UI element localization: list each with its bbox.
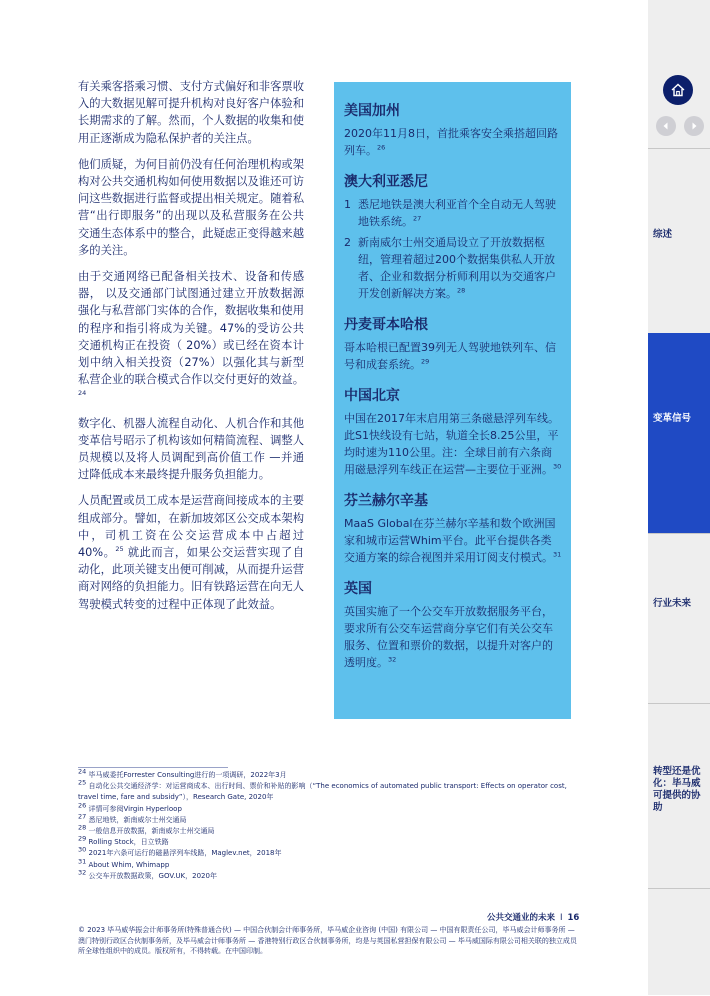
footnote-ref[interactable]: 26 bbox=[377, 143, 386, 152]
sidebar-item-overview[interactable]: 综述 bbox=[648, 148, 710, 334]
footnote-item: $^{31}$ About Whim, Whimapp bbox=[78, 857, 170, 869]
footnote-ref[interactable]: 24 bbox=[78, 389, 87, 398]
footnote-item: $^{24}$ 毕马威委托Forrester Consulting进行的一项调研，2022年3月 bbox=[78, 767, 287, 779]
page-footer-label bbox=[487, 911, 579, 923]
case-heading-denmark: 丹麦哥本哈根 bbox=[344, 317, 428, 333]
case-heading-usa: 美国加州 bbox=[344, 103, 400, 119]
home-icon bbox=[670, 82, 686, 98]
previous-page-button[interactable] bbox=[656, 116, 676, 136]
arrow-right-icon bbox=[689, 121, 699, 131]
footnote-ref[interactable]: 30 bbox=[553, 462, 562, 471]
page-number: 16 bbox=[567, 913, 580, 923]
footnote-ref[interactable]: 31 bbox=[553, 550, 562, 559]
case-text-uk: 英国实施了一个公交车开放数据服务平台，要求所有公交车运营商分享它们有关公交车服务、位置和票价的数据，以提升对客户的透明度。$^{32}$ bbox=[344, 605, 553, 669]
footnote-item: $^{25}$ 自动化公共交通经济学：对运营商成本、出行时间、票价和补贴的影响（“The economics of automated public transport: Effects on operator cost, travel time, fare and subsidy”），Research Gate, 2020年 bbox=[78, 778, 567, 802]
case-text-usa: 2020年11月8日，首批乘客安全乘搭超回路列车。$^{26}$ bbox=[344, 127, 558, 157]
footnote-ref[interactable]: 29 bbox=[421, 357, 430, 366]
case-heading-china: 中国北京 bbox=[344, 388, 400, 404]
case-text-china: 中国在2017年末启用第三条磁悬浮列车线。此S1快线设有七站，轨道全长8.25公里，平均时速为110公里。注：全球目前有六条商用磁悬浮列车线正在运营—主要位于亚洲。$^{30}$ bbox=[344, 412, 562, 476]
footnote-item: $^{27}$ 悉尼地铁，新南威尔士州交通局 bbox=[78, 812, 187, 824]
footnote-item: $^{28}$ 一般信息开放数据，新南威尔士州交通局 bbox=[78, 823, 215, 836]
footnotes bbox=[78, 767, 578, 882]
footnote-item: $^{30}$ 2021年六条可运行的磁悬浮列车线路，Maglev.net，2018年 bbox=[78, 846, 282, 858]
case-heading-finland: 芬兰赫尔辛基 bbox=[344, 493, 428, 509]
paragraph-1: 有关乘客搭乘习惯、支付方式偏好和非客票收入的大数据见解可提升机构对良好客户体验和长期需求的了解。然而，个人数据的收集和使用正逐渐成为隐私保护者的关注点。 bbox=[78, 80, 304, 145]
case-list-australia bbox=[344, 196, 562, 302]
navigation-sidebar bbox=[648, 0, 710, 995]
footnote-divider bbox=[78, 767, 228, 768]
list-item: 1 悉尼地铁是澳大利亚首个全自动无人驾驶地铁系统。$^{27}$ bbox=[344, 198, 556, 228]
list-item: 2 新南威尔士州交通局设立了开放数据枢纽，管理着超过200个数据集供私人开放者、企业和数据分析师利用以为交通客户开发创新解决方案。$^{28}$ bbox=[344, 236, 556, 300]
sidebar-bottom-divider bbox=[648, 888, 710, 996]
main-text-column bbox=[78, 78, 304, 622]
case-text-denmark: 哥本哈根已配置39列无人驾驶地铁列车、信号和成套系统。$^{29}$ bbox=[344, 341, 556, 371]
footnote-item: $^{29}$ Rolling Stock，日立铁路 bbox=[78, 834, 169, 847]
footnote-ref[interactable]: 25 bbox=[115, 545, 124, 554]
footnote-ref[interactable]: 27 bbox=[413, 214, 422, 223]
arrow-left-icon bbox=[661, 121, 671, 131]
footnote-item: $^{32}$ 公交车开放数据政策，GOV.UK，2020年 bbox=[78, 868, 217, 880]
footer-separator: I bbox=[559, 913, 563, 923]
case-heading-australia: 澳大利亚悉尼 bbox=[344, 174, 428, 190]
case-text-finland: MaaS Global在芬兰赫尔辛基和数个欧洲国家和城市运营Whim平台。此平台提供各类交通方案的综合视图并采用订阅支付模式。$^{31}$ bbox=[344, 517, 562, 564]
paragraph-4: 数字化、机器人流程自动化、人机合作和其他变革信号昭示了机构该如何精简流程、调整人员规模以及将人员调配到高价值工作 —并通过降低成本来最终提升服务负担能力。 bbox=[78, 416, 304, 482]
next-page-button[interactable] bbox=[684, 116, 704, 136]
paragraph-5: 人员配置或员工成本是运营商间接成本的主要组成部分。譬如，在新加坡郊区公交成本架构中，司机工资在公交运营成本中占超过40%。$^{25}$ 就此而言，如果公交运营实现了自动化，此项关键支出便可削减，从而提升运营商对网络的负担能力。旧有铁路运营在向无人驾驶模式转变的过程中正体现了此效益。 bbox=[78, 494, 305, 611]
sidebar-item-change-signals[interactable]: 变革信号 bbox=[648, 333, 710, 533]
case-study-box bbox=[334, 82, 571, 719]
paragraph-3: 由于交通网络已配备相关技术、设备和传感器， 以及交通部门试图通过建立开放数据源强化与私营部门实体的合作，数据收集和使用的程序和指引将成为关键。47%的受访公共交通机构正在投资（ 20%）或已经在资本计划中纳入相关投资（27%）以强化其与新型私营企业的联合模式合作以交付更好的效益。$^{24}$ bbox=[78, 270, 304, 398]
sidebar-item-transformation[interactable]: 转型还是优化：毕马威可提供的协助 bbox=[648, 703, 710, 889]
copyright-text: © 2023 毕马威华振会计师事务所(特殊普通合伙) — 中国合伙制会计师事务所，毕马威企业咨询 (中国) 有限公司 — 中国有限责任公司，毕马威会计师事务所 — 澳门特别行政区合伙制事务所，及毕马威会计师事务所 — 香港特别行政区合伙制事务所，均是与英国私营担保有限公司 — 毕马威国际有限公司相关联的独立成员所全球性组织中的成员。版权所有，不得转载。在中国印制。 bbox=[78, 926, 577, 955]
paragraph-2: 他们质疑，为何目前仍没有任何治理机构或架构对公共交通机构如何使用数据以及谁还可访问这些数据进行监督或提出相关规定。随着私营“出行即服务”的出现以及私营服务在公共交通生态体系中的整合，此疑虑正变得越来越多的关注。 bbox=[78, 157, 304, 257]
footnote-item: $^{26}$ 详情可参阅Virgin Hyperloop bbox=[78, 801, 182, 813]
footnote-ref[interactable]: 28 bbox=[457, 286, 466, 295]
sidebar-item-industry-future[interactable]: 行业未来 bbox=[648, 533, 710, 704]
footnote-ref[interactable]: 32 bbox=[388, 655, 397, 664]
document-title: 公共交通业的未来 bbox=[487, 913, 556, 923]
home-button[interactable] bbox=[663, 75, 693, 105]
case-heading-uk: 英国 bbox=[344, 581, 372, 597]
